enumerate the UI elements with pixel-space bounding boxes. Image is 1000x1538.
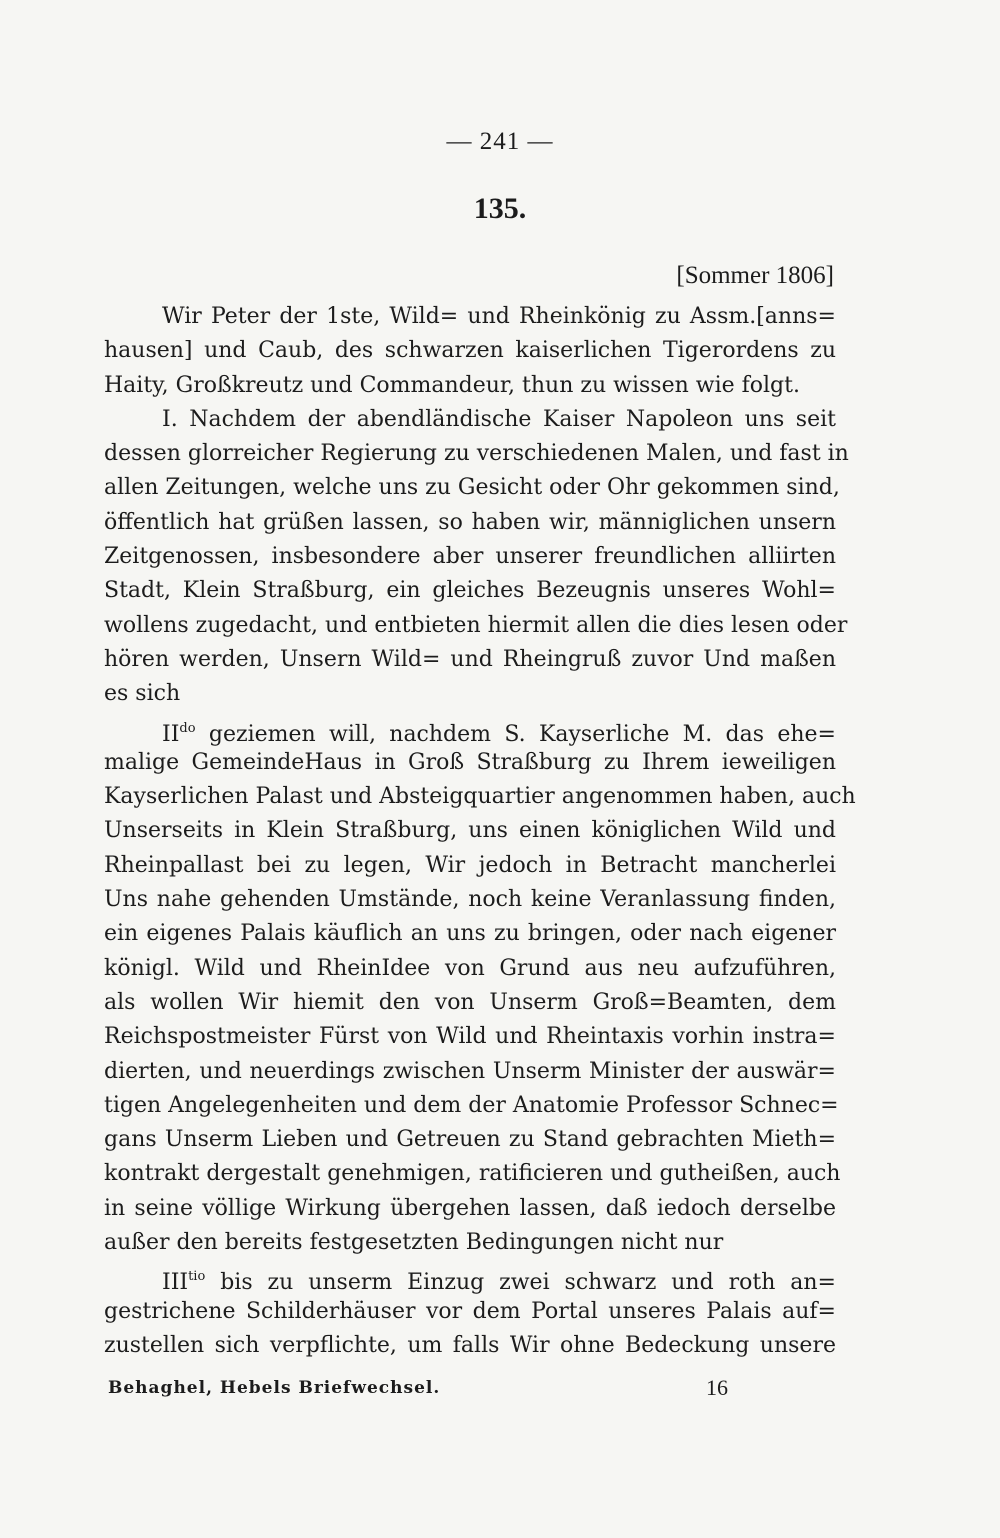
- line-text: Kayserlichen Palast und Absteigquartier angenommen haben, auch: [104, 784, 856, 810]
- line-text: wollens zugedacht, und entbieten hiermit allen die dies lesen oder: [104, 612, 848, 638]
- line-text: zustellen sich verpflichte, um falls Wir ohne Bedeckung unsere: [104, 1332, 836, 1358]
- line-text: gestrichene Schilderhäuser vor dem Portal unseres Palais auf=: [104, 1298, 836, 1324]
- footer-source: Behaghel, Hebels Briefwechsel.: [108, 1378, 441, 1398]
- section-numeral: II: [162, 721, 180, 747]
- line-text: geziemen will, nachdem S. Kayserliche M. das ehe=: [195, 721, 836, 747]
- text-line: [104, 1089, 839, 1123]
- text-line: [104, 1260, 836, 1294]
- line-text: öffentlich hat grüßen lassen, so haben wir, männiglichen unsern: [104, 509, 836, 535]
- line-text: ein eigenes Palais käuflich an uns zu bringen, oder nach eigener: [104, 921, 836, 947]
- text-line: [104, 986, 836, 1020]
- line-text: außer den bereits festgesetzten Bedingungen nicht nur: [104, 1230, 724, 1256]
- line-text: Rheinpallast bei zu legen, Wir jedoch in Betracht mancherlei: [104, 852, 836, 878]
- line-text: Wir Peter der 1ste, Wild= und Rheinkönig zu Assm.[anns=: [162, 304, 836, 329]
- text-line: [104, 883, 836, 917]
- text-line: [104, 471, 840, 505]
- text-line: [104, 609, 848, 643]
- text-line: [104, 712, 836, 746]
- line-text: Stadt, Klein Straßburg, ein gleiches Bezeugnis unseres Wohl=: [104, 578, 836, 604]
- page-number: — 241 —: [446, 128, 554, 155]
- line-text: dierten, und neuerdings zwischen Unserm Minister der auswär=: [104, 1058, 836, 1084]
- line-text: Unserseits in Klein Straßburg, uns einen königlichen Wild und: [104, 818, 836, 844]
- line-text: Zeitgenossen, insbesondere aber unserer freundlichen alliirten: [104, 544, 836, 570]
- text-line: [104, 677, 836, 711]
- text-line: [104, 746, 836, 780]
- date-line: [Sommer 1806]: [676, 262, 834, 289]
- text-line: [104, 780, 856, 814]
- line-text: hören werden, Unsern Wild= und Rheingruß zuvor Und maßen: [104, 646, 836, 672]
- text-line: [104, 403, 836, 437]
- text-line: [104, 369, 836, 403]
- text-line: [104, 1192, 836, 1226]
- text-line: [104, 437, 849, 471]
- text-line: [104, 814, 836, 848]
- text-line: [104, 917, 836, 951]
- text-line: [104, 1329, 836, 1363]
- text-line: [104, 1157, 841, 1191]
- letter-body: [104, 300, 856, 1363]
- line-text: kontrakt dergestalt genehmigen, ratificieren und gutheißen, auch: [104, 1161, 841, 1187]
- line-text: malige GemeindeHaus in Groß Straßburg zu Ihrem ieweiligen: [104, 749, 836, 775]
- text-line: [104, 506, 836, 540]
- line-text: als wollen Wir hiemit den von Unserm Groß=Beamten, dem: [104, 989, 836, 1015]
- text-line: [104, 1020, 836, 1054]
- line-text: es sich: [104, 681, 181, 707]
- text-line: [104, 1226, 836, 1260]
- line-text: bis zu unserm Einzug zwei schwarz und roth an=: [205, 1270, 836, 1296]
- text-line: [104, 1295, 836, 1329]
- text-line: [104, 1123, 836, 1157]
- text-line: [104, 643, 836, 677]
- line-text: Uns nahe gehenden Umstände, noch keine Veranlassung finden,: [104, 887, 836, 913]
- text-line: [104, 1055, 836, 1089]
- text-line: [104, 849, 836, 883]
- text-line: [104, 540, 836, 574]
- line-text: hausen] und Caub, des schwarzen kaiserlichen Tigerordens zu: [104, 338, 836, 364]
- line-text: dessen glorreicher Regierung zu verschiedenen Malen, und fast in: [104, 441, 849, 467]
- line-text: in seine völlige Wirkung übergehen lassen, daß iedoch derselbe: [104, 1195, 836, 1221]
- line-text: Reichspostmeister Fürst von Wild und Rheintaxis vorhin instra=: [104, 1024, 836, 1050]
- line-text: allen Zeitungen, welche uns zu Gesicht oder Ohr gekommen sind,: [104, 475, 840, 501]
- line-text: I. Nachdem der abendländische Kaiser Napoleon uns seit: [162, 406, 836, 432]
- line-text: gans Unserm Lieben und Getreuen zu Stand gebrachten Mieth=: [104, 1127, 836, 1153]
- line-text: tigen Angelegenheiten und dem der Anatomie Professor Schnec=: [104, 1092, 839, 1118]
- line-text: königl. Wild und RheinIdee von Grund aus neu aufzuführen,: [104, 955, 836, 981]
- document-number: 135.: [473, 192, 527, 225]
- section-numeral: III: [162, 1270, 189, 1296]
- line-text: Haity, Großkreutz und Commandeur, thun zu wissen wie folgt.: [104, 372, 800, 398]
- text-line: [104, 574, 836, 608]
- text-line: [104, 952, 836, 986]
- signature-mark: 16: [706, 1375, 728, 1400]
- section-numeral-suffix: tio: [188, 1269, 206, 1285]
- text-line: [104, 334, 836, 368]
- section-numeral-suffix: do: [179, 720, 196, 736]
- text-line: [104, 300, 836, 334]
